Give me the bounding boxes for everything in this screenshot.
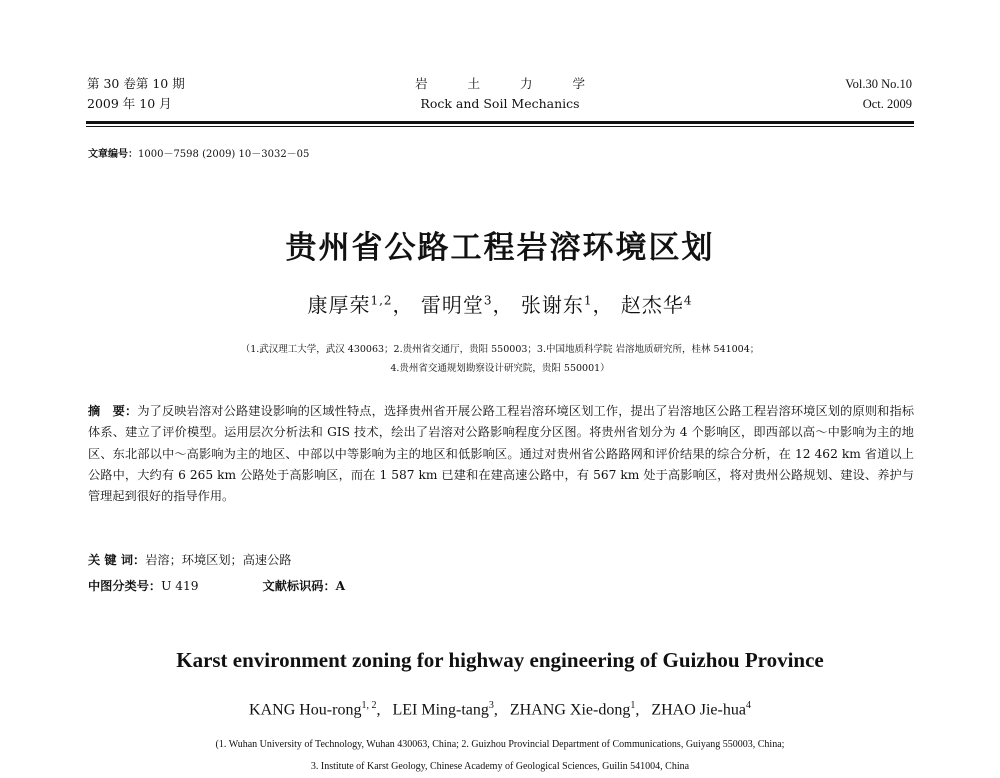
author-affil-sup: 1,2 bbox=[370, 293, 393, 308]
affiliation-en-line: 3. Institute of Karst Geology, Chinese Academy of Geological Sciences, Guilin 541004, China bbox=[310, 761, 690, 772]
journal-name-en: Rock and Soil Mechanics bbox=[420, 96, 580, 111]
author-cn: 雷明堂 bbox=[420, 293, 484, 317]
doc-code-label: 文献标识码： bbox=[262, 579, 336, 593]
keywords-value: 岩溶；环境区划；高速公路 bbox=[145, 553, 292, 567]
abstract-label: 摘 要： bbox=[88, 404, 138, 418]
author-affil-sup: 1, 2 bbox=[361, 700, 377, 711]
author-affil-sup: 3 bbox=[483, 293, 493, 308]
affiliation-en-line: (1. Wuhan University of Technology, Wuhan 430063, China; 2. Guizhou Provincial Department of Communications, Guiyang 550003, China; bbox=[215, 739, 785, 750]
article-number-label: 文章编号： bbox=[88, 149, 138, 160]
keywords-label: 关 键 词： bbox=[88, 553, 146, 567]
affiliations-cn bbox=[0, 340, 1000, 378]
article-number bbox=[88, 145, 309, 160]
header-volume-block bbox=[845, 74, 912, 114]
issue-cn: 第 30 卷第 10 期 bbox=[87, 76, 185, 91]
classification bbox=[88, 577, 345, 594]
authors-en: KANG Hou-rong$^{1, 2}$, LEI Ming-tang$^3$, ZHANG Xie-dong$^1$, ZHAO Jie-hua$^4$ bbox=[249, 700, 751, 719]
date-en: Oct. 2009 bbox=[862, 97, 912, 111]
abstract-text: 为了反映岩溶对公路建设影响的区域性特点，选择贵州省开展公路工程岩溶环境区划工作，提出了岩溶地区公路工程岩溶环境区划的原则和指标体系、建立了评价模型。运用层次分析法和 GIS 技术，绘出了岩溶对公路影响程度分区图。将贵州省划分为 4 个影响区，即西部以高～中影响为主的地区、东北部以中～高影响为主的地区、中部以中等影响为主的地区和低影响区。通过对贵州省公路路网和评价结果的综合分析，在 12 462 km 省道以上公路中，大约有 6 265 km 公路处于高影响区，而在 1 587 km 已建和在建高速公路中，有 567 km 处于高影响区，将对贵州公路规划、建设、养护与管理起到很好的指导作用。 bbox=[88, 404, 915, 504]
affiliation-cn-line: 4.贵州省交通规划勘察设计研究院，贵阳 550001） bbox=[390, 363, 610, 374]
authors-cn: 康厚荣$^{1,2}$， 雷明堂$^3$， 张谢东$^1$， 赵杰华$^4$ bbox=[307, 293, 693, 317]
author-cn: 赵杰华 bbox=[620, 293, 684, 317]
clc-label: 中图分类号： bbox=[88, 579, 162, 593]
doc-code-value: A bbox=[335, 579, 346, 593]
affiliation-cn-line: （1.武汉理工大学，武汉 430063；2.贵州省交通厅，贵阳 550003；3.中国地质科学院 岩溶地质研究所，桂林 541004； bbox=[240, 344, 760, 355]
abstract-cn bbox=[88, 401, 914, 507]
author-affil-sup: 1 bbox=[583, 293, 593, 308]
author-en: ZHAO Jie-hua bbox=[651, 701, 746, 719]
header-rule-thick bbox=[86, 121, 914, 124]
author-affil-sup: 4 bbox=[683, 293, 693, 308]
date-cn: 2009 年 10 月 bbox=[87, 96, 172, 111]
author-cn: 张谢东 bbox=[520, 293, 584, 317]
article-number-value: 1000－7598 (2009) 10－3032－05 bbox=[138, 149, 310, 160]
title-en: Karst environment zoning for highway engineering of Guizhou Province bbox=[176, 648, 824, 672]
author-cn: 康厚荣 bbox=[307, 293, 371, 317]
author-en: KANG Hou-rong bbox=[249, 701, 362, 719]
affiliations-en bbox=[0, 734, 1000, 778]
author-en: ZHANG Xie-dong bbox=[509, 701, 631, 719]
journal-name-cn: 岩 土 力 学 bbox=[415, 76, 603, 91]
volume-en: Vol.30 No.10 bbox=[845, 77, 912, 91]
author-affil-sup: 4 bbox=[745, 700, 751, 711]
keywords bbox=[88, 551, 292, 568]
header-rule-thin bbox=[86, 126, 914, 127]
author-affil-sup: 3 bbox=[488, 700, 494, 711]
title-cn: 贵州省公路工程岩溶环境区划 bbox=[285, 230, 715, 266]
author-affil-sup: 1 bbox=[630, 700, 636, 711]
author-en: LEI Ming-tang bbox=[392, 701, 489, 719]
clc-value: U 419 bbox=[161, 579, 199, 593]
